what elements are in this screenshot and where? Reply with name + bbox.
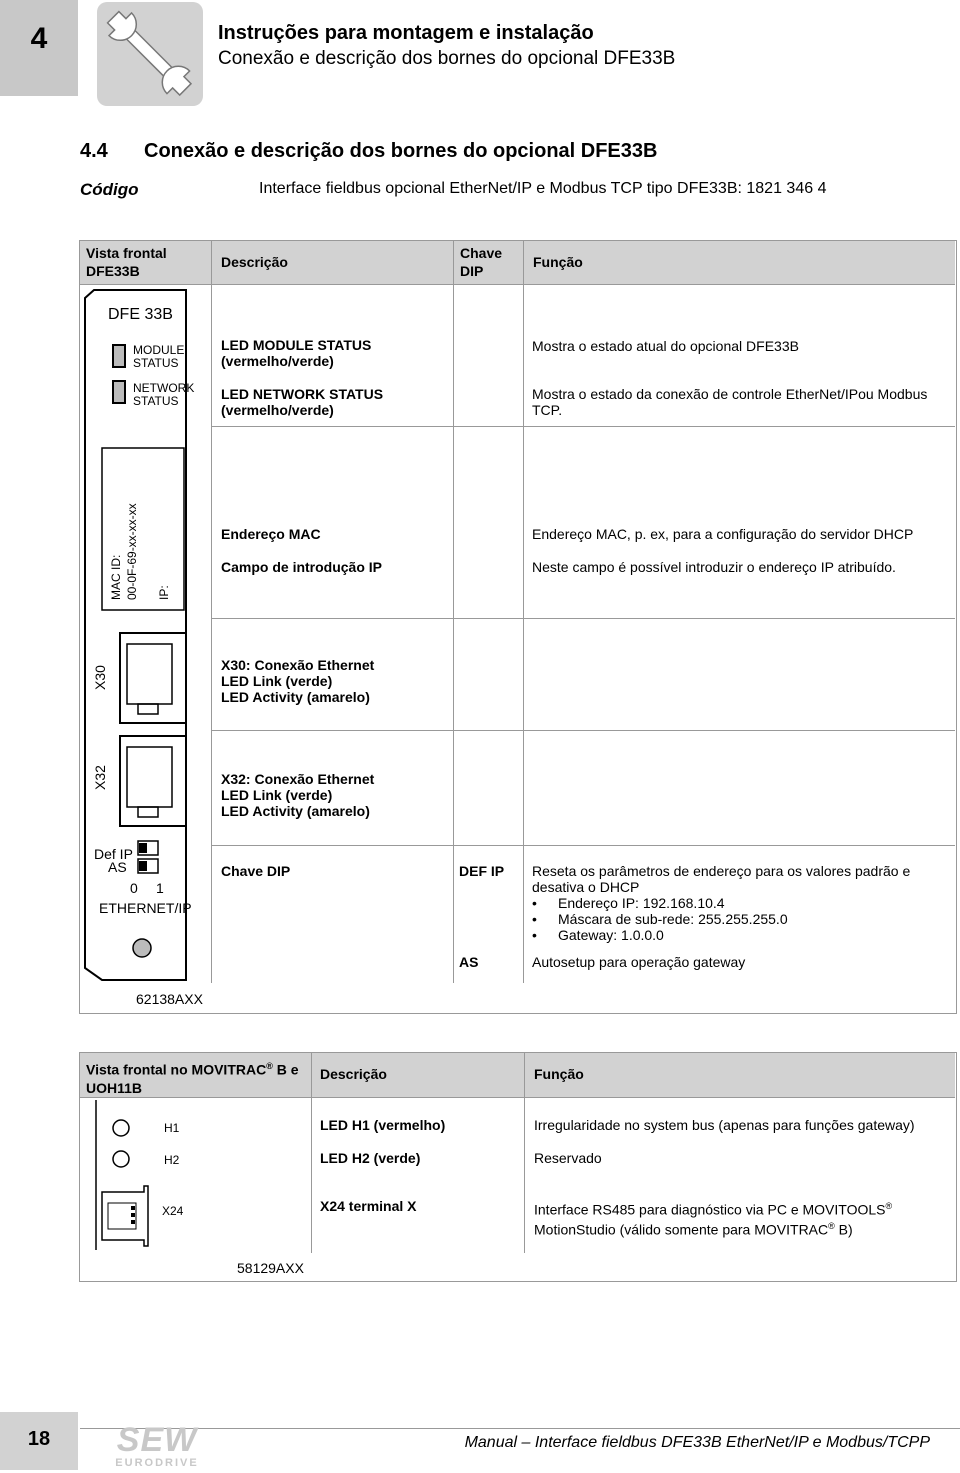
device-name: DFE 33B (108, 306, 173, 323)
network-status-desc: LED NETWORK STATUS (vermelho/verde) (221, 386, 384, 418)
x30-desc-line1: X30: Conexão Ethernet (221, 657, 375, 673)
h2-desc: LED H2 (verde) (320, 1150, 421, 1166)
defip-bullets (532, 895, 942, 943)
x32-desc-line3: LED Activity (amarelo) (221, 803, 370, 819)
section-title (80, 140, 657, 163)
header-front-view: Vista frontal DFE33B (86, 245, 167, 279)
header-dip: Chave DIP (460, 245, 503, 279)
h2-func: Reservado (534, 1150, 602, 1166)
x24-label: X24 (162, 1204, 184, 1218)
x32-label: X32 (92, 765, 108, 790)
x30-port (120, 633, 186, 723)
mac-id-label: MAC ID: (109, 554, 123, 600)
footer-text: Manual – Interface fieldbus DFE33B EtherNet/IP e Modbus/TCPP (464, 1434, 930, 1451)
wrench-icon (97, 2, 203, 106)
mac-func: Endereço MAC, p. ex, para a configuração do servidor DHCP (532, 526, 914, 542)
footer-divider (80, 1428, 960, 1429)
mac-id-value: 00-0F-69-xx-xx-xx (125, 503, 139, 600)
mac-desc: Endereço MAC (221, 526, 321, 542)
table2-header-function: Função (534, 1066, 584, 1082)
network-status-led (113, 381, 125, 403)
table2-header-front-view-a: Vista frontal no MOVITRAC (86, 1061, 267, 1078)
network-status-func: Mostra o estado da conexão de controle EtherNet/IPou Modbus TCP. (532, 386, 928, 418)
def-ip-label: Def IP (94, 846, 133, 862)
x32-desc (221, 771, 374, 819)
h1-desc: LED H1 (vermelho) (320, 1117, 446, 1133)
x30-desc-line2: LED Link (verde) (221, 673, 333, 689)
defip-bullet: • Gateway: 1.0.0.0 (532, 927, 942, 943)
x24-func (534, 1198, 934, 1237)
ip-func: Neste campo é possível introduzir o endereço IP atribuído. (532, 559, 896, 575)
code-text: Interface fieldbus opcional EtherNet/IP e Modbus TCP tipo DFE33B: 1821 346 4 (259, 180, 827, 197)
defip-func (532, 863, 942, 943)
dip-zero: 0 (130, 880, 138, 896)
x24-func-b: MotionStudio (válido somente para MOVITRAC (534, 1221, 829, 1238)
header-title: Instruções para montagem e instalação (218, 22, 594, 44)
dip-desc: Chave DIP (221, 863, 291, 879)
figure-id-2: 58129AXX (237, 1260, 304, 1276)
as-dip: AS (459, 954, 479, 970)
reset-button (133, 939, 151, 957)
x32-desc-line2: LED Link (verde) (221, 787, 333, 803)
chapter-number: 4 (30, 22, 48, 55)
module-status-desc: LED MODULE STATUS (vermelho/verde) (221, 337, 372, 369)
x30-label: X30 (92, 665, 108, 690)
module-status-label: MODULE STATUS (133, 343, 185, 370)
defip-bullet: • Endereço IP: 192.168.10.4 (532, 895, 942, 911)
registered-mark: ® (266, 1061, 273, 1071)
x32-desc-line1: X32: Conexão Ethernet (221, 771, 375, 787)
ip-desc: Campo de introdução IP (221, 559, 383, 575)
x32-port (120, 736, 186, 826)
h1-func: Irregularidade no system bus (apenas para funções gateway) (534, 1117, 915, 1133)
x24-desc: X24 terminal X (320, 1198, 417, 1214)
dip-one: 1 (156, 880, 164, 896)
h2-label: H2 (164, 1153, 180, 1167)
h1-led (113, 1120, 129, 1136)
section-title-text: Conexão e descrição dos bornes do opcional DFE33B (144, 140, 658, 162)
sew-logo (102, 1423, 212, 1471)
ip-label: IP: (157, 585, 171, 600)
header-function: Função (533, 254, 583, 270)
defip-dip: DEF IP (459, 863, 505, 879)
h2-led (113, 1151, 129, 1167)
table2-header-front-view-b: B e UOH11B (86, 1061, 299, 1096)
x30-desc-line3: LED Activity (amarelo) (221, 689, 370, 705)
x24-func-c: B) (834, 1221, 853, 1238)
as-func: Autosetup para operação gateway (532, 954, 746, 970)
module-status-led (113, 345, 125, 367)
table2-header-description: Descrição (320, 1066, 387, 1082)
network-status-label: NETWORK STATUS (133, 381, 195, 408)
section-number: 4.4 (80, 140, 108, 162)
x30-desc (221, 657, 374, 705)
x24-func-a: Interface RS485 para diagnóstico via PC e MOVITOOLS (534, 1201, 886, 1218)
sew-logo-text: SEW (116, 1421, 198, 1459)
defip-func-text: Reseta os parâmetros de endereço para os valores padrão e desativa o DHCP (532, 863, 911, 895)
registered-mark: ® (828, 1220, 835, 1231)
page-number: 18 (27, 1428, 51, 1450)
h1-label: H1 (164, 1121, 180, 1135)
module-status-func: Mostra o estado atual do opcional DFE33B (532, 338, 799, 354)
eurodrive-logo-text: EURODRIVE (115, 1457, 199, 1469)
registered-mark: ® (885, 1201, 893, 1211)
table2-header-front-view (86, 1057, 306, 1097)
as-label: AS (108, 859, 127, 875)
code-label: Código (80, 180, 139, 199)
defip-bullet: • Máscara de sub-rede: 255.255.255.0 (532, 911, 942, 927)
ethernet-ip-label: ETHERNET/IP (99, 900, 192, 916)
x24-connector (102, 1186, 148, 1246)
header-subtitle: Conexão e descrição dos bornes do opcional DFE33B (218, 48, 676, 69)
header-description: Descrição (221, 254, 288, 270)
figure-id: 62138AXX (136, 991, 203, 1007)
